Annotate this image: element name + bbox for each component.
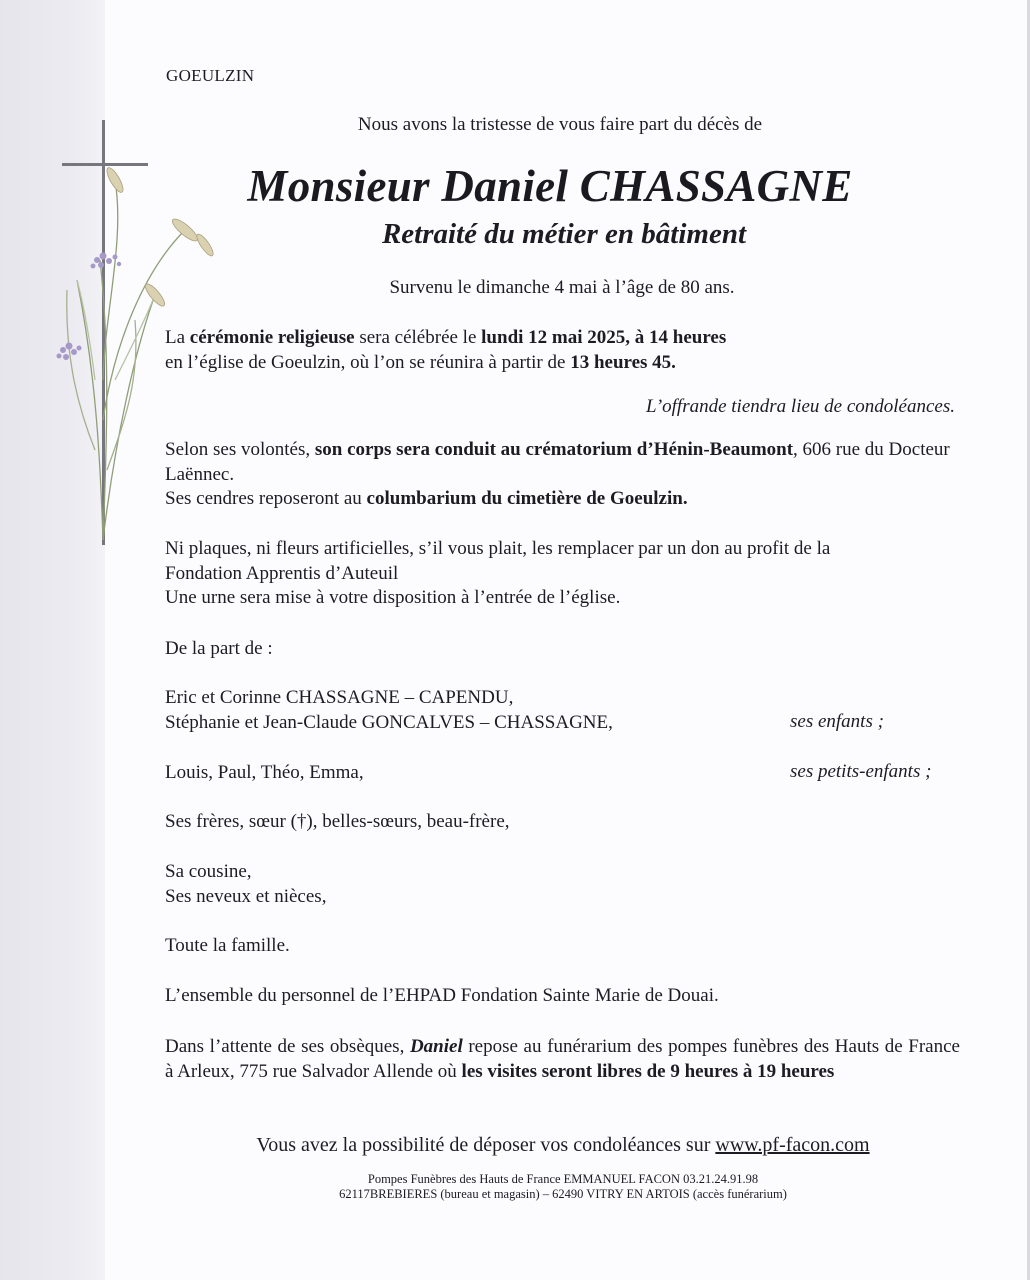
grandchildren-relation: ses petits-enfants ; — [790, 761, 932, 782]
cremation-paragraph: Selon ses volontés, son corps sera conduit au crématorium d’Hénin-Beaumont, 606 rue du Docteur Laënnec. Ses cendres reposeront au columbarium du cimetière de Goeulzin. — [165, 439, 950, 509]
company-line-2: 62117BREBIERES (bureau et magasin) – 62490 VITRY EN ARTOIS (accès funérarium) — [339, 1187, 787, 1201]
cousins-nephews: Sa cousine, Ses neveux et nièces, — [165, 861, 327, 907]
online-condolences: Vous avez la possibilité de déposer vos condoléances sur www.pf-facon.com — [256, 1134, 870, 1156]
occupation: Retraité du métier en bâtiment — [381, 218, 747, 250]
whole-family-line: Toute la famille. — [165, 935, 290, 956]
from-label: De la part de : — [165, 638, 273, 659]
grandchildren-list: Louis, Paul, Théo, Emma, — [165, 762, 364, 783]
company-line-1: Pompes Funèbres des Hauts de France EMMANUEL FACON 03.21.24.91.98 — [367, 1172, 759, 1186]
website-link[interactable]: www.pf-facon.com — [715, 1134, 870, 1156]
staff-line: L’ensemble du personnel de l’EHPAD Fondation Sainte Marie de Douai. — [165, 985, 719, 1006]
children-list: Eric et Corinne CHASSAGNE – CAPENDU, Stéphanie et Jean-Claude GONCALVES – CHASSAGNE, — [165, 687, 613, 733]
flowers-paragraph: Ni plaques, ni fleurs artificielles, s’il vous plait, les remplacer par un don au profit de la Fondation Apprentis d’Auteuil Une urne sera mise à votre disposition à l’entrée de l’église. — [165, 538, 831, 608]
village-name: GOEULZIN — [166, 66, 255, 85]
deceased-name: Monsieur Daniel CHASSAGNE — [247, 161, 853, 211]
condolences-note: L’offrande tiendra lieu de condoléances. — [645, 396, 955, 417]
date-of-death: Survenu le dimanche 4 mai à l’âge de 80 ans. — [389, 277, 735, 298]
children-relation: ses enfants ; — [790, 711, 884, 732]
siblings-line: Ses frères, sœur (†), belles-sœurs, beau-frère, — [165, 811, 510, 832]
intro-line: Nous avons la tristesse de vous faire part du décès de — [357, 114, 763, 135]
visits-paragraph: Dans l’attente de ses obsèques, Daniel repose au funérarium des pompes funèbres des Hauts de France à Arleux, 775 rue Salvador Allende où les visites seront libres de 9 heures à 19 heures — [165, 1036, 960, 1082]
ceremony-paragraph: La cérémonie religieuse sera célébrée le lundi 12 mai 2025, à 14 heures en l’église de Goeulzin, où l’on se réunira à partir de 13 heures 45. — [165, 327, 727, 373]
